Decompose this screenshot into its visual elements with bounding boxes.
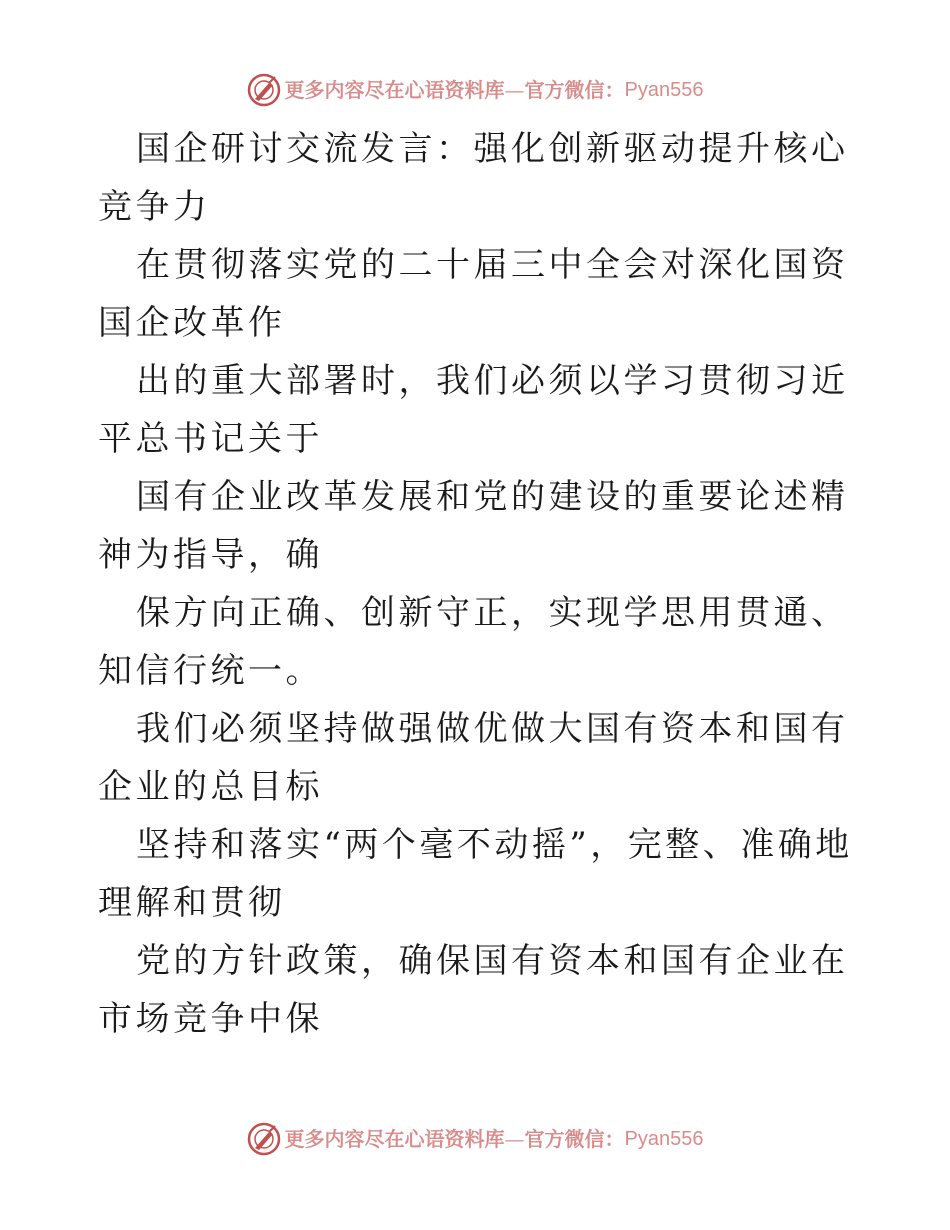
paragraph: 我们必须坚持做强做优做大国有资本和国有企业的总目标: [98, 709, 849, 807]
header-dash: —: [504, 78, 525, 102]
footer-wechat-label: 官方微信：: [524, 1127, 625, 1151]
header-wechat-label: 官方微信：: [524, 78, 625, 102]
pen-logo-icon: [247, 73, 281, 107]
footer-site-text: 更多内容尽在心语资料库: [284, 1127, 505, 1151]
header-watermark: [0, 70, 950, 110]
pen-logo-icon: [247, 1122, 281, 1156]
header-site-text: 更多内容尽在心语资料库: [284, 78, 505, 102]
paragraph: 出的重大部署时，我们必须以学习贯彻习近平总书记关于: [98, 361, 849, 459]
footer-wechat-id: Pyan556: [624, 1128, 704, 1150]
document-title: 国企研讨交流发言：强化创新驱动提升核心竞争力: [98, 129, 849, 227]
footer-watermark: [0, 1119, 950, 1159]
paragraph: 坚持和落实“两个毫不动摇”，完整、准确地理解和贯彻: [98, 825, 853, 923]
paragraph: 国有企业改革发展和党的建设的重要论述精神为指导，确: [98, 477, 849, 575]
document-body: [98, 120, 858, 1048]
paragraph: 在贯彻落实党的二十届三中全会对深化国资国企改革作: [98, 245, 849, 343]
footer-dash: —: [504, 1127, 525, 1151]
header-wechat-id: Pyan556: [624, 79, 704, 101]
paragraph: 党的方针政策，确保国有资本和国有企业在市场竞争中保: [98, 941, 849, 1039]
paragraph: 保方向正确、创新守正，实现学思用贯通、知信行统一。: [98, 593, 849, 691]
